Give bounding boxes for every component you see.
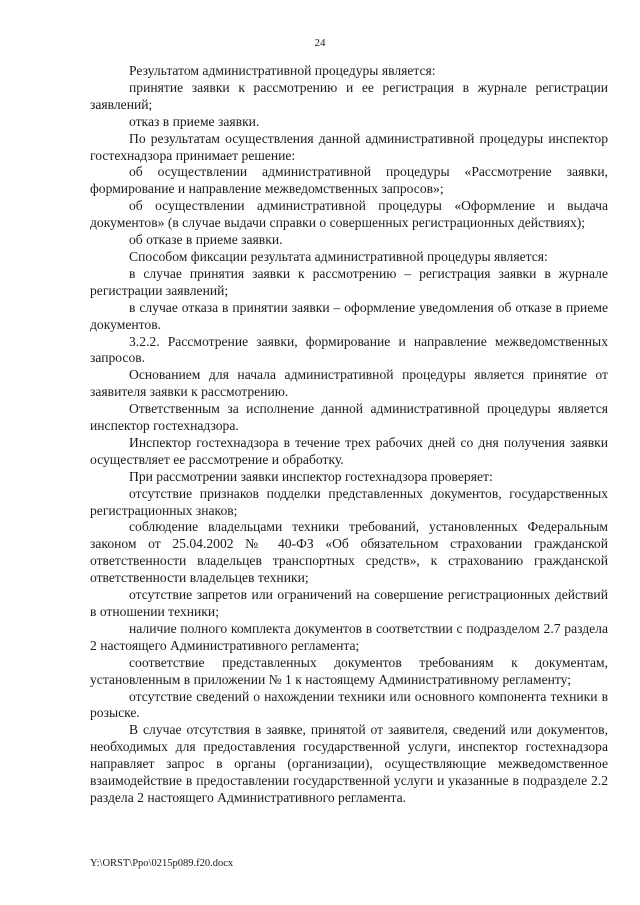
paragraph: отсутствие запретов или ограничений на совершение регистрационных действий в отношении техники; (90, 587, 608, 619)
paragraph: соответствие представленных документов требованиям к документам, установленным в приложении № 1 к настоящему Административному регламенту; (90, 654, 608, 687)
paragraph: об отказе в приеме заявки. (129, 232, 283, 248)
document-body (90, 63, 608, 807)
paragraph: соблюдение владельцами техники требований, установленных Федеральным законом от 25.04.2002 № 40-ФЗ «Об обязательном страховании гражданской ответственности владельцев транспортных средств», к страхованию гражданской ответственности владельцев техники; (90, 519, 608, 586)
paragraph: Способом фиксации результата административной процедуры является: (129, 248, 548, 264)
paragraph: отсутствие признаков подделки представленных документов, государственных регистрационных знаков; (90, 485, 608, 518)
page-number: 24 (314, 37, 326, 49)
paragraph: наличие полного комплекта документов в соответствии с подразделом 2.7 раздела 2 настоящего Административного регламента; (90, 620, 608, 653)
paragraph: в случае отказа в принятии заявки – оформление уведомления об отказе в приеме документов. (90, 299, 608, 332)
paragraph: об осуществлении административной процедуры «Рассмотрение заявки, формирование и направление межведомственных запросов»; (90, 164, 608, 197)
paragraph: Основанием для начала административной процедуры является принятие от заявителя заявки к рассмотрению. (90, 367, 608, 400)
paragraph: об осуществлении административной процедуры «Оформление и выдача документов» (в случае выдачи справки о совершенных регистрационных действиях); (90, 198, 608, 231)
paragraph: По результатам осуществления данной административной процедуры инспектор гостехнадзора принимает решение: (90, 130, 608, 163)
paragraph: Ответственным за исполнение данной административной процедуры является инспектор гостехнадзора. (90, 401, 608, 434)
paragraph: в случае принятия заявки к рассмотрению – регистрация заявки в журнале регистрации заявлений; (90, 265, 608, 298)
paragraph: Инспектор гостехнадзора в течение трех рабочих дней со дня получения заявки осуществляет ее рассмотрение и обработку. (90, 434, 608, 467)
paragraph: При рассмотрении заявки инспектор гостехнадзора проверяет: (129, 468, 493, 484)
paragraph: отказ в приеме заявки. (129, 113, 260, 129)
section-heading: 3.2.2. Рассмотрение заявки, формирование и направление межведомственных запросов. (90, 333, 608, 366)
paragraph: Результатом административной процедуры является: (129, 63, 436, 78)
paragraph: отсутствие сведений о нахождении техники или основного компонента техники в розыске. (90, 688, 608, 721)
paragraph: В случае отсутствия в заявке, принятой от заявителя, сведений или документов, необходимых для предоставления государственной услуги, инспектор гостехнадзора направляет запрос в органы (организации), осуществляющие межведомственное взаимодействие в предоставлении государственной услуги и указанные в подразделе 2.2 раздела 2 настоящего Административного регламента. (90, 722, 608, 805)
paragraph: принятие заявки к рассмотрению и ее регистрация в журнале регистрации заявлений; (90, 79, 608, 112)
footer-file-path: Y:\ORST\Ppo\0215p089.f20.docx (90, 858, 234, 869)
